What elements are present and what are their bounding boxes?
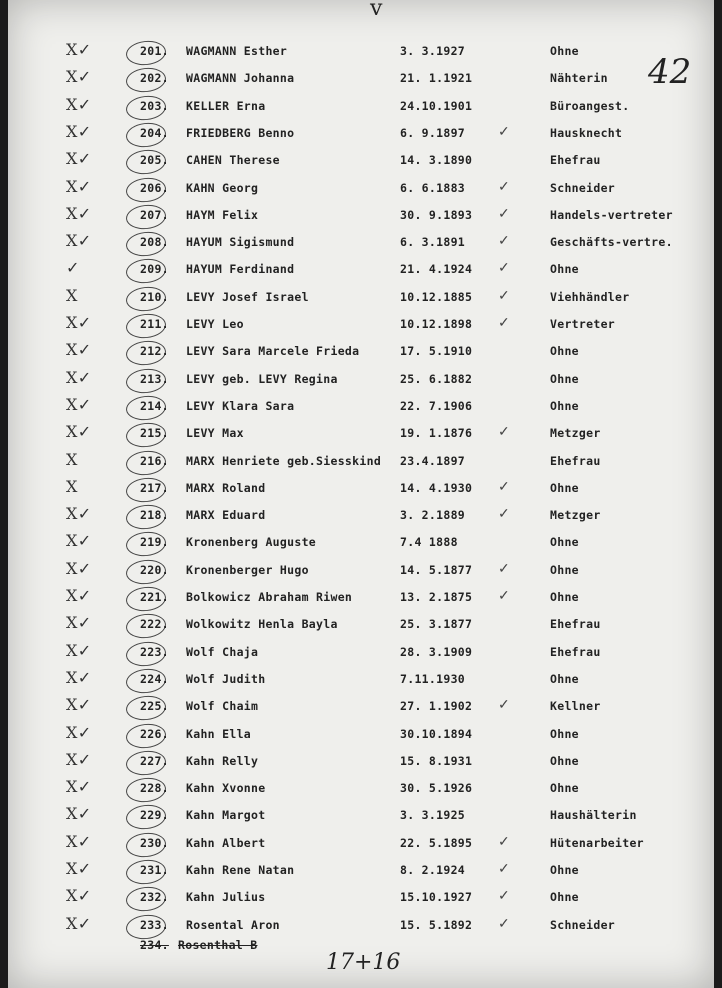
- check-mark: ✓: [498, 178, 511, 195]
- person-name: MARX Henriete geb.Siesskind: [186, 453, 382, 468]
- entry-number: 202.: [140, 71, 169, 86]
- person-name: Rosental Aron: [186, 917, 280, 932]
- birth-date: 3. 3.1927: [400, 44, 466, 58]
- occupation: Schneider: [550, 180, 616, 195]
- check-mark: ✓: [498, 506, 511, 523]
- entry-number: 233.: [140, 917, 169, 932]
- handwritten-marks: X✓: [66, 149, 92, 169]
- list-item: [8, 641, 714, 668]
- occupation: Ohne: [550, 671, 579, 686]
- occupation: Ohne: [550, 535, 579, 550]
- birth-date: 30. 5.1926: [400, 781, 473, 796]
- check-mark: ✓: [498, 233, 511, 250]
- birth-date: 22. 5.1895: [400, 835, 473, 850]
- occupation: Ohne: [550, 398, 579, 413]
- entry-number: 223.: [140, 644, 169, 659]
- entry-number: 203.: [140, 98, 169, 113]
- list-item: [8, 368, 714, 395]
- entry-number: 224.: [140, 671, 169, 686]
- occupation: Ohne: [550, 781, 579, 796]
- check-mark: ✓: [498, 315, 511, 331]
- birth-date: 3. 3.1925: [400, 808, 466, 823]
- list-item: [8, 122, 714, 149]
- person-name: Kronenberger Hugo: [186, 562, 309, 577]
- handwritten-marks: X✓: [66, 231, 92, 251]
- handwritten-marks: X✓: [66, 886, 92, 906]
- handwritten-marks: X✓: [66, 176, 92, 196]
- check-mark: ✓: [498, 260, 511, 277]
- check-mark: ✓: [498, 205, 511, 222]
- entry-number: 230.: [140, 835, 169, 850]
- occupation: Büroangest.: [550, 98, 630, 113]
- occupation: Ehefrau: [550, 644, 601, 659]
- occupation: Ohne: [550, 863, 579, 877]
- check-mark: ✓: [498, 123, 511, 140]
- list-item: [8, 804, 714, 831]
- check-mark: ✓: [498, 915, 511, 932]
- occupation: Hausknecht: [550, 125, 623, 140]
- birth-date: 14. 3.1890: [400, 153, 473, 168]
- entry-number: 215.: [140, 426, 169, 441]
- birth-date: 6. 9.1897: [400, 125, 466, 140]
- entry-number: 226.: [140, 726, 169, 741]
- handwritten-marks: X✓: [66, 203, 92, 223]
- person-name: Bolkowicz Abraham Riwen: [186, 590, 353, 604]
- entry-number: 208.: [140, 235, 169, 250]
- person-name: Kahn Rene Natan: [186, 863, 295, 877]
- person-name: Kahn Xvonne: [186, 781, 266, 796]
- list-item: [8, 586, 714, 613]
- entry-number: 221.: [140, 590, 169, 604]
- list-item: [8, 504, 714, 531]
- entry-number: 206.: [140, 180, 169, 195]
- birth-date: 7.4 1888: [400, 535, 458, 550]
- birth-date: 30.10.1894: [400, 726, 473, 741]
- check-mark: ✓: [498, 287, 511, 304]
- check-mark: ✓: [498, 478, 511, 495]
- struck-row-name: Rosenthal B: [178, 938, 258, 952]
- check-mark: ✓: [498, 560, 511, 577]
- handwritten-marks: X✓: [66, 504, 92, 524]
- check-mark: ✓: [498, 833, 511, 850]
- person-name: LEVY Sara Marcele Frieda: [186, 344, 360, 359]
- list-item: [8, 477, 714, 504]
- entry-number: 217.: [140, 480, 169, 495]
- entry-number: 228.: [140, 781, 169, 796]
- birth-date: 23.4.1897: [400, 453, 466, 468]
- entry-number: 231.: [140, 863, 169, 877]
- birth-date: 10.12.1898: [400, 317, 473, 331]
- entry-number: 205.: [140, 153, 169, 168]
- occupation: Ohne: [550, 371, 579, 386]
- handwritten-marks: X✓: [66, 94, 92, 114]
- list-item: [8, 286, 714, 313]
- occupation: Ohne: [550, 480, 579, 495]
- occupation: Ehefrau: [550, 153, 601, 168]
- handwritten-marks: X✓: [66, 913, 92, 933]
- entry-number: 229.: [140, 808, 169, 823]
- person-name: Kahn Relly: [186, 753, 259, 768]
- person-name: FRIEDBERG Benno: [186, 125, 295, 140]
- list-item: [8, 723, 714, 750]
- person-name: HAYM Felix: [186, 207, 259, 222]
- entry-number: 201.: [140, 44, 169, 58]
- birth-date: 7.11.1930: [400, 671, 466, 686]
- list-item: [8, 613, 714, 640]
- birth-date: 13. 2.1875: [400, 590, 473, 604]
- entry-number: 216.: [140, 453, 169, 468]
- person-name: Wolf Chaja: [186, 644, 259, 659]
- handwritten-marks: X✓: [66, 831, 92, 851]
- check-mark: ✓: [498, 588, 511, 604]
- entry-number: 214.: [140, 398, 169, 413]
- handwritten-marks: X✓: [66, 367, 92, 387]
- person-name: CAHEN Therese: [186, 153, 280, 168]
- list-item: [8, 340, 714, 367]
- entry-number: 220.: [140, 562, 169, 577]
- handwritten-marks: X✓: [66, 121, 92, 141]
- person-name: LEVY Max: [186, 426, 244, 441]
- birth-date: 10.12.1885: [400, 289, 473, 304]
- list-item: [8, 231, 714, 258]
- birth-date: 21. 4.1924: [400, 262, 473, 277]
- list-item: [8, 313, 714, 340]
- entry-number: 218.: [140, 508, 169, 523]
- list-item: [8, 450, 714, 477]
- person-name: Wolkowitz Henla Bayla: [186, 617, 338, 632]
- person-name: Kahn Albert: [186, 835, 266, 850]
- handwritten-marks: X: [66, 449, 78, 469]
- entry-number: 209.: [140, 262, 169, 277]
- birth-date: 8. 2.1924: [400, 863, 466, 877]
- person-name: LEVY Leo: [186, 317, 244, 331]
- birth-date: 28. 3.1909: [400, 644, 473, 659]
- handwritten-marks: X✓: [66, 531, 92, 551]
- person-name: Wolf Chaim: [186, 699, 259, 714]
- occupation: Hütenarbeiter: [550, 835, 644, 850]
- occupation: Handels-vertreter: [550, 207, 673, 222]
- occupation: Ehefrau: [550, 617, 601, 632]
- occupation: Ohne: [550, 753, 579, 768]
- list-item: [8, 149, 714, 176]
- handwritten-marks: X✓: [66, 558, 92, 578]
- birth-date: 22. 7.1906: [400, 398, 473, 413]
- birth-date: 17. 5.1910: [400, 344, 473, 359]
- person-name: Kahn Margot: [186, 808, 266, 823]
- handwritten-marks: X✓: [66, 749, 92, 769]
- entry-number: 219.: [140, 535, 169, 550]
- person-name: MARX Eduard: [186, 508, 266, 523]
- check-mark: ✓: [498, 424, 511, 441]
- list-item: [8, 95, 714, 122]
- person-name: MARX Roland: [186, 480, 266, 495]
- entry-number: 232.: [140, 890, 169, 905]
- handwritten-marks: X✓: [66, 804, 92, 824]
- birth-date: 21. 1.1921: [400, 71, 473, 86]
- handwritten-marks: X: [66, 285, 78, 305]
- occupation: Nähterin: [550, 71, 608, 86]
- person-name: WAGMANN Esther: [186, 44, 288, 58]
- entry-number: 211.: [140, 317, 169, 331]
- handwritten-marks: X✓: [66, 695, 92, 715]
- top-check-mark: v: [370, 0, 383, 21]
- person-name: Kahn Ella: [186, 726, 252, 741]
- list-item: [8, 832, 714, 859]
- person-name: KELLER Erna: [186, 98, 266, 113]
- check-mark: ✓: [498, 697, 511, 714]
- check-mark: ✓: [498, 888, 511, 905]
- check-mark: ✓: [498, 861, 511, 877]
- entry-number: 204.: [140, 125, 169, 140]
- occupation: Ohne: [550, 344, 579, 359]
- list-item: [8, 531, 714, 558]
- birth-date: 3. 2.1889: [400, 508, 466, 523]
- birth-date: 15. 5.1892: [400, 917, 473, 932]
- list-item: [8, 177, 714, 204]
- handwritten-marks: X✓: [66, 340, 92, 360]
- list-item: [8, 204, 714, 231]
- entry-number: 222.: [140, 617, 169, 632]
- birth-date: 14. 4.1930: [400, 480, 473, 495]
- page-number: 42: [648, 52, 692, 92]
- entry-number: 210.: [140, 289, 169, 304]
- person-name: LEVY Klara Sara: [186, 398, 295, 413]
- person-name: WAGMANN Johanna: [186, 71, 295, 86]
- handwritten-marks: X✓: [66, 777, 92, 797]
- list-item: [8, 668, 714, 695]
- person-name: LEVY Josef Israel: [186, 289, 309, 304]
- entry-number: 212.: [140, 344, 169, 359]
- occupation: Haushälterin: [550, 808, 637, 823]
- birth-date: 6. 6.1883: [400, 180, 466, 195]
- handwritten-marks: X✓: [66, 667, 92, 687]
- list-item: [8, 395, 714, 422]
- occupation: Ohne: [550, 44, 579, 58]
- list-item: [8, 40, 714, 67]
- handwritten-marks: X✓: [66, 313, 92, 332]
- birth-date: 24.10.1901: [400, 98, 473, 113]
- person-name: Kahn Julius: [186, 890, 266, 905]
- list-item: [8, 258, 714, 285]
- list-item: [8, 859, 714, 886]
- birth-date: 19. 1.1876: [400, 426, 473, 441]
- birth-date: 14. 5.1877: [400, 562, 473, 577]
- list-item: [8, 750, 714, 777]
- handwritten-marks: X✓: [66, 722, 92, 742]
- entry-number: 225.: [140, 699, 169, 714]
- document-page: [8, 0, 714, 988]
- occupation: Ohne: [550, 262, 579, 277]
- birth-date: 25. 3.1877: [400, 617, 473, 632]
- struck-row-number: 234.: [140, 938, 169, 952]
- occupation: Schneider: [550, 917, 616, 932]
- birth-date: 27. 1.1902: [400, 699, 473, 714]
- footer-note: 17+16: [326, 950, 401, 975]
- person-name: HAYUM Ferdinand: [186, 262, 295, 277]
- handwritten-marks: X✓: [66, 40, 92, 59]
- birth-date: 25. 6.1882: [400, 371, 473, 386]
- occupation: Ehefrau: [550, 453, 601, 468]
- entry-number: 207.: [140, 207, 169, 222]
- person-name: KAHN Georg: [186, 180, 259, 195]
- entry-number: 213.: [140, 371, 169, 386]
- occupation: Ohne: [550, 562, 579, 577]
- occupation: Metzger: [550, 426, 601, 441]
- occupation: Viehhändler: [550, 289, 630, 304]
- occupation: Geschäfts-vertre.: [550, 235, 673, 250]
- handwritten-marks: X✓: [66, 422, 92, 442]
- handwritten-marks: X✓: [66, 394, 92, 414]
- occupation: Ohne: [550, 890, 579, 905]
- list-item: [8, 695, 714, 722]
- occupation: Vertreter: [550, 317, 616, 331]
- handwritten-marks: X: [66, 476, 78, 496]
- occupation: Kellner: [550, 699, 601, 714]
- person-name: Wolf Judith: [186, 671, 266, 686]
- handwritten-marks: ✓: [66, 258, 80, 278]
- person-name: Kronenberg Auguste: [186, 535, 317, 550]
- handwritten-marks: X✓: [66, 613, 92, 633]
- handwritten-marks: X✓: [66, 640, 92, 660]
- occupation: Ohne: [550, 590, 579, 604]
- birth-date: 6. 3.1891: [400, 235, 466, 250]
- list-item: [8, 886, 714, 913]
- list-item: [8, 777, 714, 804]
- entry-number: 227.: [140, 753, 169, 768]
- handwritten-marks: X✓: [66, 859, 92, 878]
- occupation: Metzger: [550, 508, 601, 523]
- occupation: Ohne: [550, 726, 579, 741]
- birth-date: 30. 9.1893: [400, 207, 473, 222]
- handwritten-marks: X✓: [66, 586, 92, 605]
- list-item: [8, 422, 714, 449]
- list-item: [8, 559, 714, 586]
- handwritten-marks: X✓: [66, 67, 92, 87]
- person-name: LEVY geb. LEVY Regina: [186, 371, 338, 386]
- birth-date: 15. 8.1931: [400, 753, 473, 768]
- list-item: [8, 67, 714, 94]
- person-name: HAYUM Sigismund: [186, 235, 295, 250]
- birth-date: 15.10.1927: [400, 890, 473, 905]
